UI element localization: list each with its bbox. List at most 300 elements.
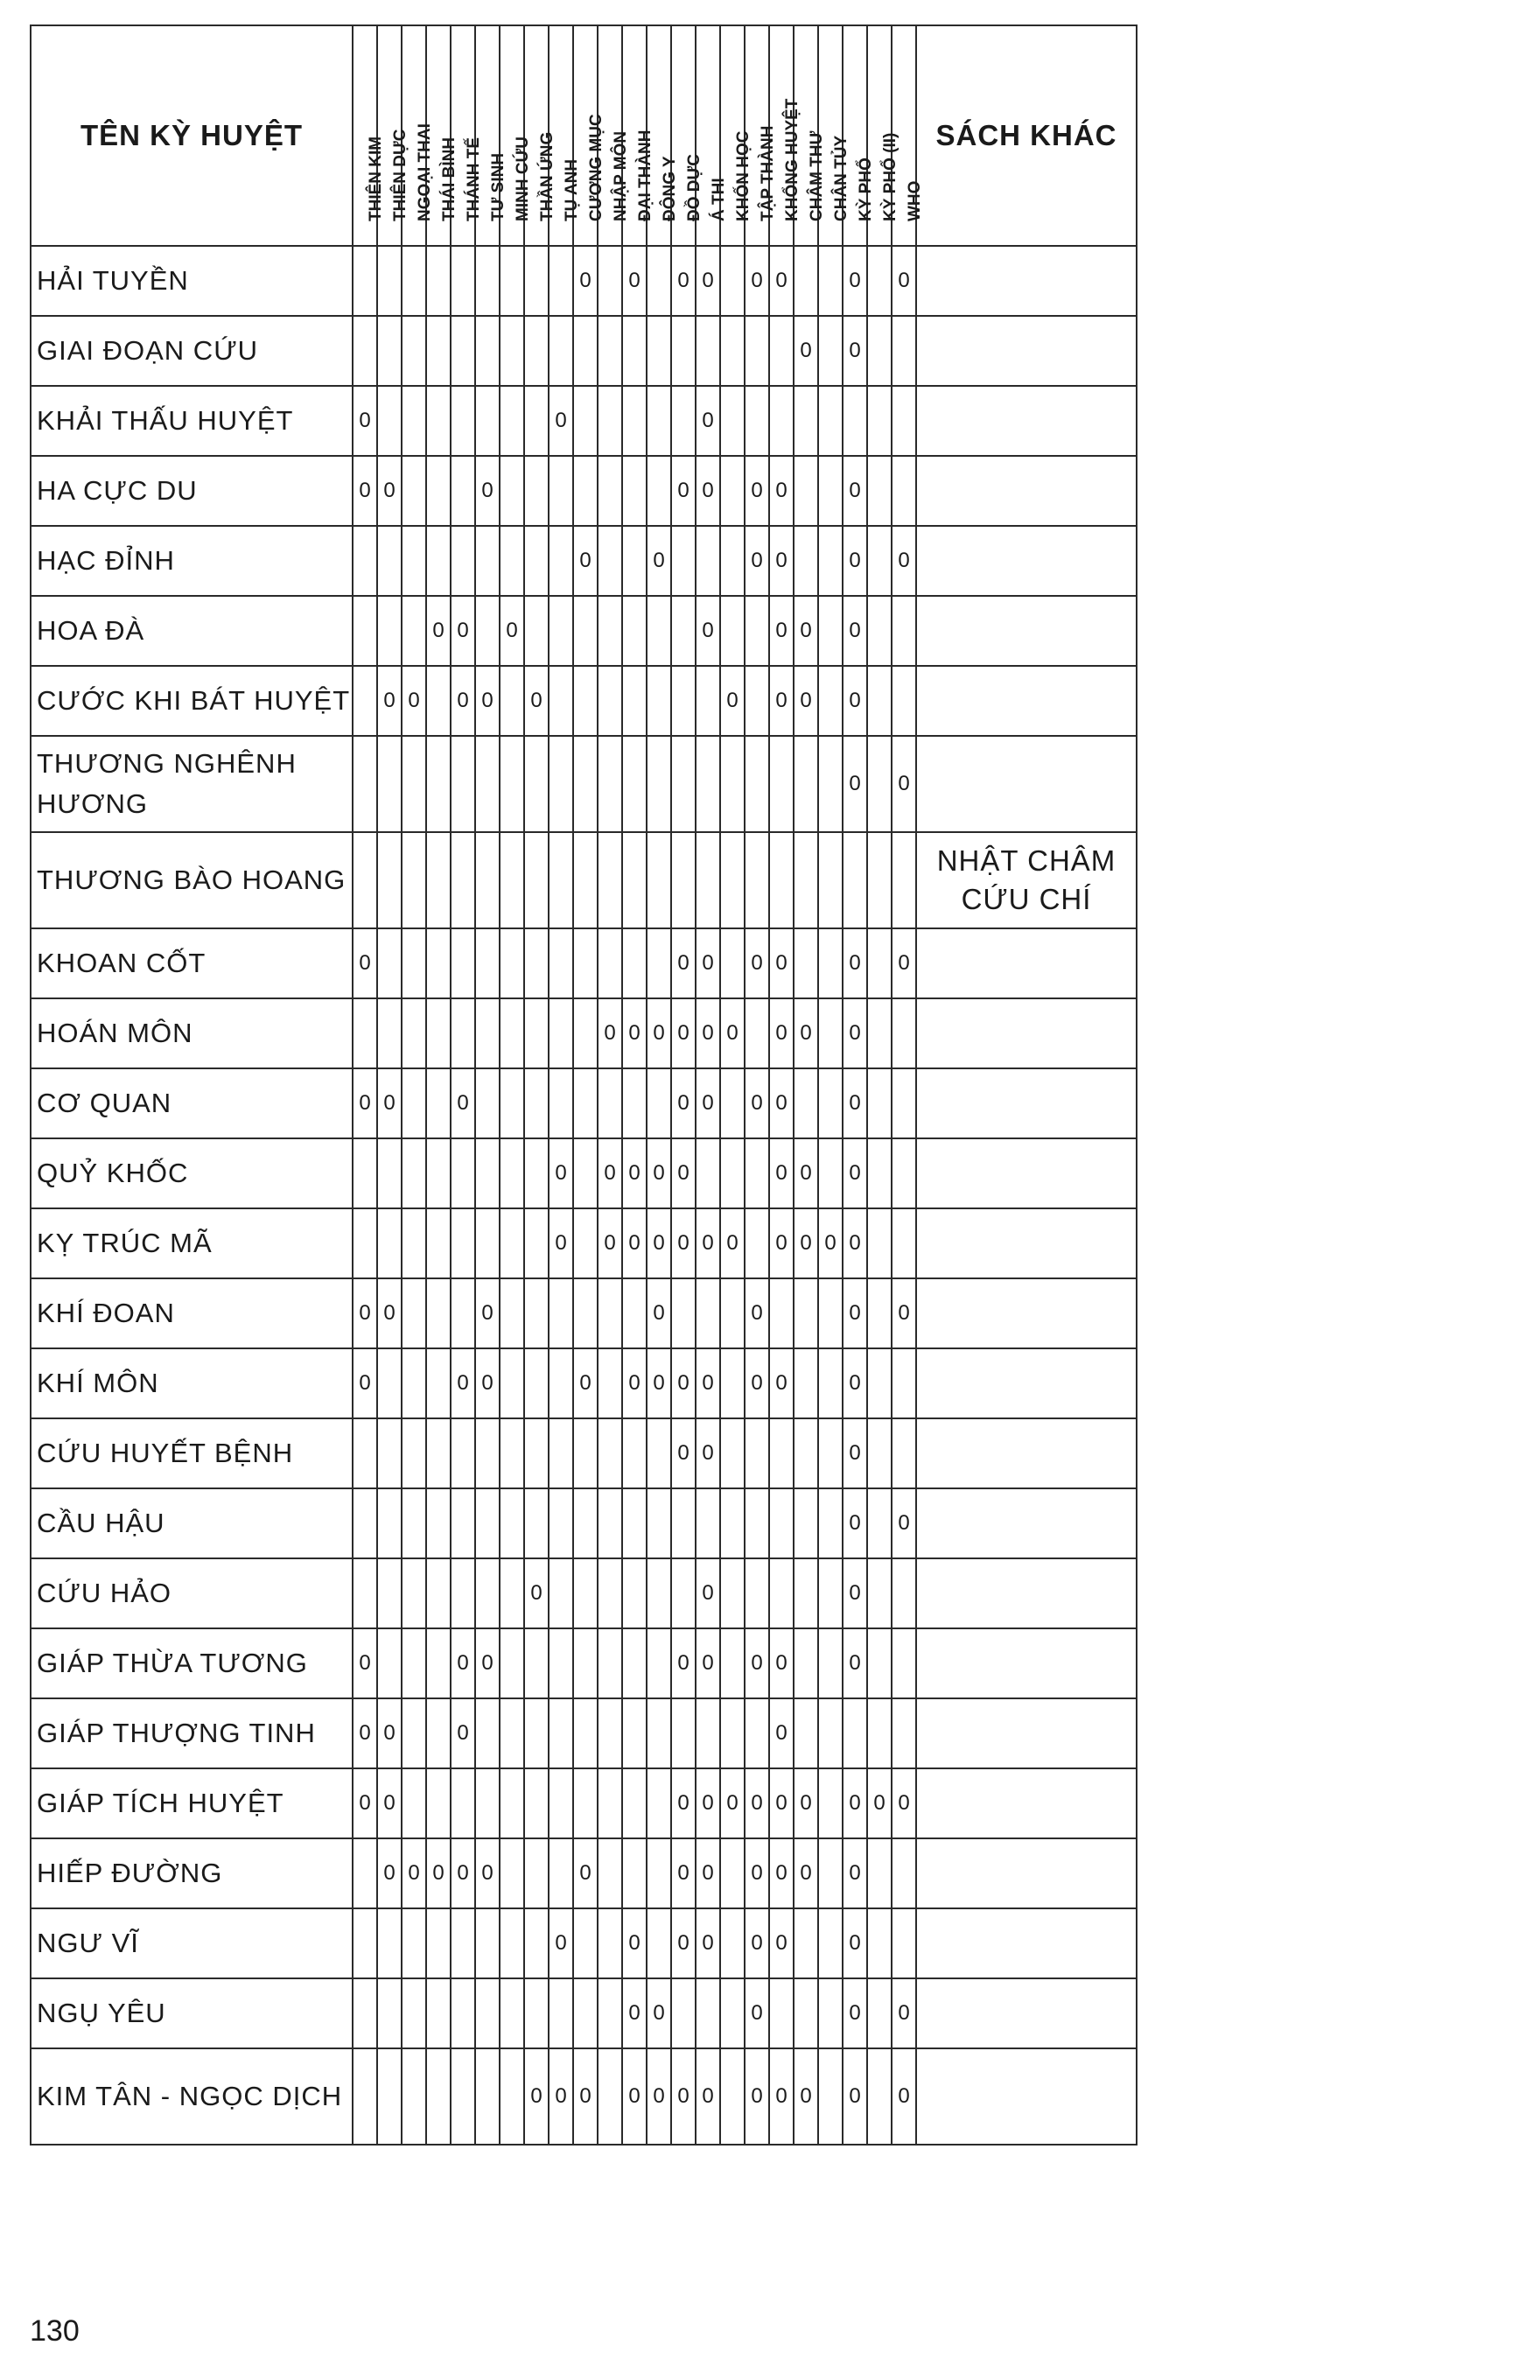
point-name: QUỶ KHỐC (31, 1138, 353, 1208)
column-header (549, 25, 581, 246)
mark-cell: 0 (696, 246, 720, 316)
mark-cell: 0 (769, 1208, 794, 1278)
mark-cell: 0 (377, 666, 402, 736)
point-name: THƯƠNG BÀO HOANG (31, 832, 353, 928)
mark-cell: 0 (745, 1068, 769, 1138)
mark-cell (475, 1418, 500, 1488)
other-books-cell (916, 526, 1137, 596)
point-name: NGƯ VĨ (31, 1908, 353, 1978)
mark-cell (843, 386, 867, 456)
mark-cell: 0 (794, 1138, 818, 1208)
mark-cell (377, 1208, 402, 1278)
mark-cell: 0 (843, 998, 867, 1068)
mark-cell (622, 666, 647, 736)
mark-cell (647, 316, 671, 386)
mark-cell (426, 246, 451, 316)
column-header (696, 25, 728, 246)
other-books-header: SÁCH KHÁC (916, 25, 1137, 246)
mark-cell (647, 1628, 671, 1698)
mark-cell (867, 666, 892, 736)
mark-cell (549, 1558, 573, 1628)
mark-cell: 0 (622, 2048, 647, 2145)
mark-cell (353, 596, 377, 666)
mark-cell (598, 246, 622, 316)
mark-cell (671, 1698, 696, 1768)
mark-cell (524, 1768, 549, 1838)
mark-cell (426, 666, 451, 736)
table-body (31, 246, 1137, 2145)
mark-cell (818, 1838, 843, 1908)
mark-cell (451, 246, 475, 316)
table-row (31, 1348, 1137, 1418)
mark-cell: 0 (696, 386, 720, 456)
mark-cell (622, 1418, 647, 1488)
mark-cell (451, 316, 475, 386)
other-books-cell (916, 1558, 1137, 1628)
mark-cell (818, 998, 843, 1068)
column-header (402, 25, 434, 246)
mark-cell: 0 (622, 1978, 647, 2048)
point-name: HA CỰC DU (31, 456, 353, 526)
mark-cell (353, 526, 377, 596)
mark-cell (475, 1068, 500, 1138)
mark-cell (426, 1908, 451, 1978)
point-name: GIÁP THỪA TƯƠNG (31, 1628, 353, 1698)
point-name: THƯƠNG NGHÊNH HƯƠNG (31, 736, 353, 832)
mark-cell (696, 1138, 720, 1208)
mark-cell: 0 (622, 1908, 647, 1978)
mark-cell (573, 1068, 598, 1138)
mark-cell: 0 (402, 666, 426, 736)
mark-cell (426, 2048, 451, 2145)
other-books-cell (916, 1418, 1137, 1488)
mark-cell (696, 1488, 720, 1558)
mark-cell (353, 1908, 377, 1978)
mark-cell: 0 (745, 2048, 769, 2145)
other-books-cell (916, 1698, 1137, 1768)
other-books-cell (916, 1978, 1137, 2048)
mark-cell (818, 386, 843, 456)
mark-cell (696, 832, 720, 928)
mark-cell (622, 1768, 647, 1838)
mark-cell (451, 2048, 475, 2145)
mark-cell (426, 316, 451, 386)
mark-cell (500, 1138, 524, 1208)
mark-cell (720, 1138, 745, 1208)
mark-cell (647, 832, 671, 928)
column-header-label: KHỔNG HUYỆT (783, 98, 802, 221)
mark-cell (647, 736, 671, 832)
mark-cell (573, 998, 598, 1068)
mark-cell (892, 1418, 916, 1488)
mark-cell (353, 1558, 377, 1628)
mark-cell (794, 526, 818, 596)
mark-cell (475, 316, 500, 386)
mark-cell (647, 246, 671, 316)
mark-cell: 0 (451, 1628, 475, 1698)
mark-cell (475, 832, 500, 928)
mark-cell (794, 456, 818, 526)
mark-cell (598, 1418, 622, 1488)
mark-cell: 0 (696, 456, 720, 526)
mark-cell: 0 (696, 2048, 720, 2145)
mark-cell (818, 736, 843, 832)
mark-cell (794, 1068, 818, 1138)
mark-cell (647, 1488, 671, 1558)
mark-cell (549, 1698, 573, 1768)
mark-cell (598, 526, 622, 596)
mark-cell (524, 928, 549, 998)
mark-cell: 0 (794, 1208, 818, 1278)
mark-cell (451, 832, 475, 928)
column-header-label: THẦN ỨNG (538, 131, 556, 221)
mark-cell (353, 666, 377, 736)
mark-cell (353, 1838, 377, 1908)
mark-cell: 0 (843, 1628, 867, 1698)
name-column-header: TÊN KỲ HUYỆT (31, 25, 353, 246)
mark-cell (794, 736, 818, 832)
column-header-label: THIÊN KIM (367, 136, 385, 221)
other-books-cell (916, 1348, 1137, 1418)
column-header (769, 25, 802, 246)
mark-cell (598, 1348, 622, 1418)
mark-cell (402, 1488, 426, 1558)
mark-cell (671, 1978, 696, 2048)
mark-cell: 0 (671, 1068, 696, 1138)
mark-cell (451, 998, 475, 1068)
mark-cell: 0 (843, 1768, 867, 1838)
mark-cell (647, 1698, 671, 1768)
mark-cell: 0 (720, 1208, 745, 1278)
mark-cell (377, 736, 402, 832)
mark-cell (720, 1488, 745, 1558)
mark-cell: 0 (549, 1208, 573, 1278)
mark-cell (451, 1768, 475, 1838)
mark-cell (524, 1068, 549, 1138)
column-header (353, 25, 385, 246)
mark-cell (696, 1978, 720, 2048)
mark-cell: 0 (598, 998, 622, 1068)
mark-cell (598, 736, 622, 832)
mark-cell (426, 1138, 451, 1208)
mark-cell (622, 736, 647, 832)
mark-cell (500, 832, 524, 928)
column-header (892, 25, 924, 246)
mark-cell (818, 1558, 843, 1628)
mark-cell: 0 (769, 1068, 794, 1138)
column-header-label: Á THI (710, 178, 728, 221)
mark-cell (377, 1628, 402, 1698)
mark-cell (549, 316, 573, 386)
mark-cell: 0 (647, 1348, 671, 1418)
mark-cell (426, 456, 451, 526)
mark-cell (377, 832, 402, 928)
mark-cell (867, 1558, 892, 1628)
mark-cell (892, 666, 916, 736)
mark-cell (524, 526, 549, 596)
mark-cell (353, 316, 377, 386)
mark-cell (892, 1628, 916, 1698)
table-row (31, 316, 1137, 386)
mark-cell (745, 1558, 769, 1628)
mark-cell (598, 316, 622, 386)
mark-cell (475, 246, 500, 316)
mark-cell: 0 (892, 526, 916, 596)
mark-cell (867, 2048, 892, 2145)
mark-cell (500, 1278, 524, 1348)
page-number: 130 (30, 2314, 80, 2348)
other-books-cell (916, 736, 1137, 832)
mark-cell: 0 (843, 316, 867, 386)
mark-cell (892, 316, 916, 386)
other-books-cell (916, 998, 1137, 1068)
column-header-label: CƯƠNG MỤC (587, 114, 606, 221)
mark-cell (818, 1138, 843, 1208)
mark-cell: 0 (843, 526, 867, 596)
mark-cell: 0 (671, 998, 696, 1068)
mark-cell (867, 386, 892, 456)
mark-cell: 0 (622, 246, 647, 316)
mark-cell (500, 736, 524, 832)
mark-cell (451, 1418, 475, 1488)
mark-cell (500, 2048, 524, 2145)
mark-cell (696, 526, 720, 596)
mark-cell (402, 832, 426, 928)
mark-cell (818, 456, 843, 526)
mark-cell (426, 1628, 451, 1698)
mark-cell: 0 (843, 1068, 867, 1138)
mark-cell (451, 928, 475, 998)
table-row (31, 246, 1137, 316)
mark-cell (622, 928, 647, 998)
column-header-label: THIÊN DỰC (391, 129, 410, 221)
mark-cell (451, 1488, 475, 1558)
mark-cell (720, 736, 745, 832)
mark-cell (794, 1278, 818, 1348)
mark-cell: 0 (892, 1978, 916, 2048)
mark-cell (696, 1698, 720, 1768)
table-row (31, 1418, 1137, 1488)
mark-cell (549, 1768, 573, 1838)
mark-cell (500, 1908, 524, 1978)
other-books-cell (916, 1838, 1137, 1908)
mark-cell (867, 832, 892, 928)
mark-cell (573, 666, 598, 736)
mark-cell (524, 998, 549, 1068)
mark-cell (524, 1348, 549, 1418)
mark-cell (524, 1908, 549, 1978)
mark-cell (524, 456, 549, 526)
mark-cell (475, 1488, 500, 1558)
mark-cell (867, 1698, 892, 1768)
mark-cell (402, 928, 426, 998)
mark-cell: 0 (769, 596, 794, 666)
mark-cell (794, 1348, 818, 1418)
mark-cell: 0 (769, 1908, 794, 1978)
mark-cell (867, 1348, 892, 1418)
mark-cell: 0 (377, 1768, 402, 1838)
mark-cell (549, 1068, 573, 1138)
mark-cell (549, 736, 573, 832)
mark-cell (671, 832, 696, 928)
mark-cell (500, 1488, 524, 1558)
mark-cell: 0 (769, 1348, 794, 1418)
column-header-label: ĐÔNG Y (661, 156, 679, 221)
mark-cell (573, 1908, 598, 1978)
mark-cell (671, 316, 696, 386)
mark-cell (500, 1768, 524, 1838)
column-header (598, 25, 630, 246)
mark-cell (598, 1978, 622, 2048)
mark-cell (598, 596, 622, 666)
table-row (31, 386, 1137, 456)
mark-cell: 0 (794, 316, 818, 386)
mark-cell (671, 386, 696, 456)
mark-cell (892, 1908, 916, 1978)
mark-cell: 0 (892, 1768, 916, 1838)
other-books-cell (916, 1628, 1137, 1698)
mark-cell: 0 (843, 1908, 867, 1978)
mark-cell (402, 596, 426, 666)
column-header-label: ĐẠI THÀNH (636, 130, 654, 221)
mark-cell: 0 (402, 1838, 426, 1908)
mark-cell (451, 1138, 475, 1208)
mark-cell (671, 596, 696, 666)
mark-cell (818, 316, 843, 386)
mark-cell (377, 1558, 402, 1628)
table-row (31, 1838, 1137, 1908)
mark-cell (720, 1558, 745, 1628)
column-header-label: WHO (906, 180, 924, 221)
mark-cell (426, 998, 451, 1068)
mark-cell (549, 666, 573, 736)
mark-cell (696, 1278, 720, 1348)
point-name: HOÁN MÔN (31, 998, 353, 1068)
mark-cell: 0 (745, 456, 769, 526)
point-name: KHÍ MÔN (31, 1348, 353, 1418)
mark-cell (794, 1558, 818, 1628)
mark-cell (696, 316, 720, 386)
mark-cell: 0 (843, 1488, 867, 1558)
mark-cell (622, 1068, 647, 1138)
mark-cell: 0 (769, 2048, 794, 2145)
mark-cell (892, 1698, 916, 1768)
mark-cell: 0 (745, 1348, 769, 1418)
mark-cell (524, 596, 549, 666)
mark-cell: 0 (843, 1208, 867, 1278)
mark-cell: 0 (696, 1838, 720, 1908)
mark-cell: 0 (843, 1348, 867, 1418)
mark-cell (671, 526, 696, 596)
mark-cell (867, 1068, 892, 1138)
mark-cell (426, 1068, 451, 1138)
mark-cell: 0 (696, 928, 720, 998)
mark-cell (500, 386, 524, 456)
mark-cell: 0 (353, 928, 377, 998)
mark-cell: 0 (745, 1908, 769, 1978)
mark-cell (794, 1418, 818, 1488)
mark-cell (402, 1628, 426, 1698)
mark-cell (475, 736, 500, 832)
mark-cell (475, 1768, 500, 1838)
mark-cell: 0 (867, 1768, 892, 1838)
mark-cell: 0 (794, 596, 818, 666)
mark-cell (867, 998, 892, 1068)
column-header (500, 25, 532, 246)
mark-cell (402, 246, 426, 316)
other-books-cell (916, 1768, 1137, 1838)
mark-cell (769, 1978, 794, 2048)
column-header-label: NGOẠI THAI (416, 123, 434, 221)
mark-cell (818, 1908, 843, 1978)
column-header-label: THÁI BÌNH (440, 136, 458, 221)
mark-cell (402, 386, 426, 456)
mark-cell (647, 1558, 671, 1628)
column-header (451, 25, 483, 246)
mark-cell (867, 1138, 892, 1208)
mark-cell (524, 1418, 549, 1488)
mark-cell (524, 246, 549, 316)
mark-cell (377, 1488, 402, 1558)
header-row (31, 25, 1137, 246)
mark-cell (622, 526, 647, 596)
mark-cell: 0 (696, 1348, 720, 1418)
mark-cell: 0 (671, 1348, 696, 1418)
mark-cell (598, 386, 622, 456)
mark-cell: 0 (377, 1278, 402, 1348)
mark-cell (475, 1908, 500, 1978)
mark-cell (549, 1628, 573, 1698)
mark-cell: 0 (892, 1488, 916, 1558)
mark-cell (475, 526, 500, 596)
column-header-label: ĐỒ DỰC (685, 154, 704, 221)
mark-cell (598, 666, 622, 736)
mark-cell (500, 456, 524, 526)
mark-cell (892, 1558, 916, 1628)
mark-cell (500, 1838, 524, 1908)
mark-cell (818, 1278, 843, 1348)
mark-cell (573, 1138, 598, 1208)
mark-cell (524, 1628, 549, 1698)
mark-cell (402, 1978, 426, 2048)
mark-cell (500, 1698, 524, 1768)
mark-cell (720, 1628, 745, 1698)
mark-cell: 0 (892, 1278, 916, 1348)
mark-cell (745, 736, 769, 832)
column-header (426, 25, 458, 246)
column-header (745, 25, 777, 246)
mark-cell (573, 596, 598, 666)
mark-cell (769, 1558, 794, 1628)
mark-cell (794, 1908, 818, 1978)
mark-cell (598, 1628, 622, 1698)
mark-cell: 0 (843, 928, 867, 998)
mark-cell: 0 (524, 1558, 549, 1628)
mark-cell (451, 1908, 475, 1978)
mark-cell (353, 1138, 377, 1208)
mark-cell (598, 1908, 622, 1978)
mark-cell: 0 (794, 1768, 818, 1838)
mark-cell (867, 1488, 892, 1558)
mark-cell (622, 316, 647, 386)
mark-cell (573, 1418, 598, 1488)
column-header-label: CHÂM THƯ (808, 130, 826, 221)
other-books-cell (916, 316, 1137, 386)
mark-cell: 0 (696, 1418, 720, 1488)
mark-cell (426, 1978, 451, 2048)
mark-cell: 0 (745, 1978, 769, 2048)
mark-cell (549, 928, 573, 998)
